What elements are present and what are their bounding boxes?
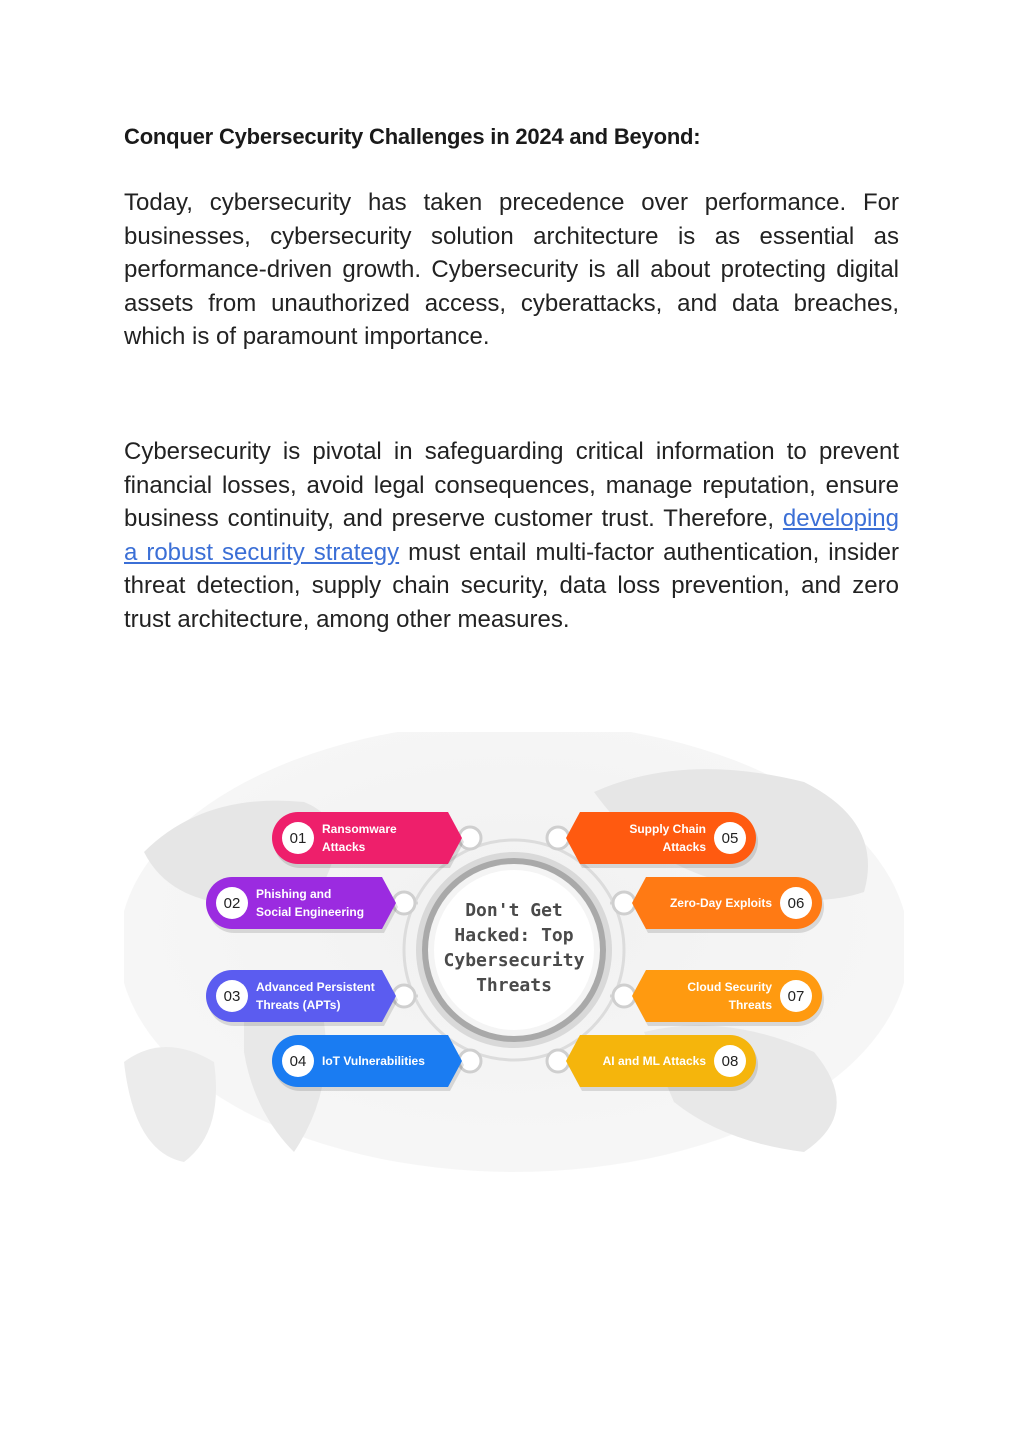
center-title-line-4: Threats xyxy=(476,975,552,996)
threat-label-line: Social Engineering xyxy=(256,905,365,919)
threat-label-line: Attacks xyxy=(322,840,366,854)
threat-item-03 xyxy=(206,970,398,1026)
threat-item-07 xyxy=(632,970,824,1026)
threat-label-line: Attacks xyxy=(662,840,706,854)
threat-label-line: Cloud Security xyxy=(687,980,772,994)
threat-item-02 xyxy=(206,877,398,933)
threat-label-line: Threats xyxy=(728,998,772,1012)
paragraph-text-after-link: must entail multi-factor authentication, insider threat detection, supply chain security, data loss prevention, and zero trust architecture, among other measures. xyxy=(124,538,899,633)
threat-number: 02 xyxy=(223,895,241,912)
threat-label-line: Ransomware xyxy=(322,822,397,836)
center-hub xyxy=(404,840,624,1060)
threat-item-08 xyxy=(566,1035,758,1091)
threat-number: 04 xyxy=(289,1053,307,1070)
threat-label-line: AI and ML Attacks xyxy=(602,1054,706,1068)
threat-item-01 xyxy=(272,812,464,868)
page-heading: Conquer Cybersecurity Challenges in 2024 and Beyond: xyxy=(124,124,701,149)
threat-item-04 xyxy=(272,1035,464,1091)
threat-number: 07 xyxy=(787,988,805,1005)
center-title-line-2: Hacked: Top xyxy=(454,925,574,946)
threat-item-06 xyxy=(632,877,824,933)
paragraph-text-before-link: Cybersecurity is pivotal in safeguarding critical information to prevent financial losses, avoid legal consequences, manage reputation, ensure business continuity, and preserve customer trust. Therefore, xyxy=(124,438,899,533)
center-title-line-1: Don't Get xyxy=(465,900,563,921)
threat-number: 01 xyxy=(289,830,307,847)
threat-label-line: Phishing and xyxy=(256,887,332,901)
center-title-line-3: Cybersecurity xyxy=(443,950,585,971)
threat-label-line: Zero-Day Exploits xyxy=(669,896,772,910)
infographic-svg xyxy=(124,732,904,1172)
threat-number: 06 xyxy=(787,895,805,912)
security-strategy-link[interactable]: developing a robust security strategy xyxy=(124,505,899,566)
threat-number: 03 xyxy=(223,988,241,1005)
threat-label-line: Threats (APTs) xyxy=(256,998,341,1012)
threats-infographic xyxy=(124,732,904,1172)
threat-number: 05 xyxy=(721,830,739,847)
threat-number: 08 xyxy=(721,1053,739,1070)
body-paragraph xyxy=(124,435,899,637)
threat-label-line: IoT Vulnerabilities xyxy=(322,1054,425,1068)
intro-paragraph: Today, cybersecurity has taken precedence over performance. For businesses, cybersecurity solution architecture is as essential as performance-driven growth. Cybersecurity is all about protecting digital assets from unauthorized access, cyberattacks, and data breaches, which is of paramount importance. xyxy=(124,189,899,351)
threat-label-line: Advanced Persistent xyxy=(256,980,375,994)
threat-label-line: Supply Chain xyxy=(629,822,706,836)
threat-item-05 xyxy=(566,812,758,868)
